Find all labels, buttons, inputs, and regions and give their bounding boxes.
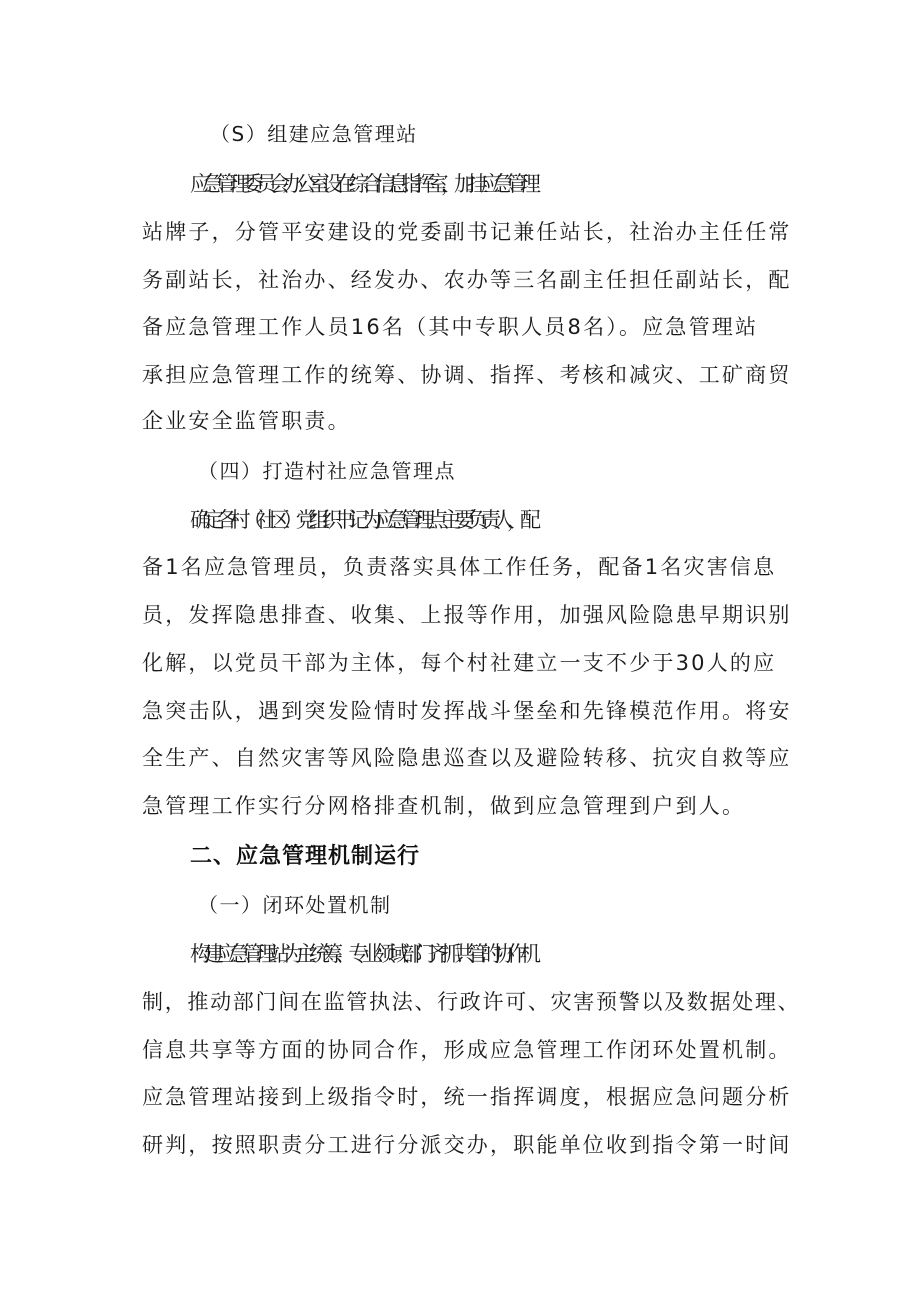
paragraph-line: 确定各村（社区）党组织书记为应急管理点主要负责人，配 [190,508,534,532]
section-four-heading: （四）打造村社应急管理点 [198,459,456,483]
paragraph-line: 构建应急管理站为主统筹、专业领域部门齐抓共管的协作机 [190,942,534,966]
paragraph-line: 站牌子，分管平安建设的党委副书记兼任站长，社治办主任任常 [142,220,792,244]
paragraph-line: 化解，以党员干部为主体，每个村社建立一支不少于30人的应 [142,651,777,675]
section-s-heading: （S）组建应急管理站 [210,122,418,146]
paragraph-line: 急管理工作实行分网格排查机制，做到应急管理到户到人。 [142,794,746,818]
paragraph-line: 员，发挥隐患排查、收集、上报等作用，加强风险隐患早期识别 [142,603,792,627]
paragraph-line: 备应急管理工作人员16名（其中专职人员8名）。应急管理站 [142,315,759,339]
paragraph-line: 制，推动部门间在监管执法、行政许可、灾害预警以及数据处理、 [142,990,801,1014]
paragraph-line: 承担应急管理工作的统筹、协调、指挥、考核和减灾、工矿商贸 [142,363,792,387]
paragraph-line: 企业安全监管职责。 [142,409,351,433]
paragraph-line: 应急管理站接到上级指令时，统一指挥调度，根据应急问题分析 [142,1085,792,1109]
paragraph-line: 应急管理委员会办公室设在综合信息指挥室，加挂应急管理 [190,172,534,196]
paragraph-line: 信息共享等方面的协同合作，形成应急管理工作闭环处置机制。 [142,1038,792,1062]
paragraph-line: 务副站长，社治办、经发办、农办等三名副主任担任副站长，配 [142,268,792,292]
paragraph-line: 全生产、自然灾害等风险隐患巡查以及避险转移、抗灾自救等应 [142,746,792,770]
paragraph-line: 研判，按照职责分工进行分派交办，职能单位收到指令第一时间 [142,1133,792,1157]
section-one-heading: （一）闭环处置机制 [198,893,392,917]
part-two-heading: 二、应急管理机制运行 [190,844,421,869]
paragraph-line: 急突击队，遇到突发险情时发挥战斗堡垒和先锋模范作用。将安 [142,699,792,723]
paragraph-line: 备1名应急管理员，负责落实具体工作任务，配备1名灾害信息 [142,555,777,579]
